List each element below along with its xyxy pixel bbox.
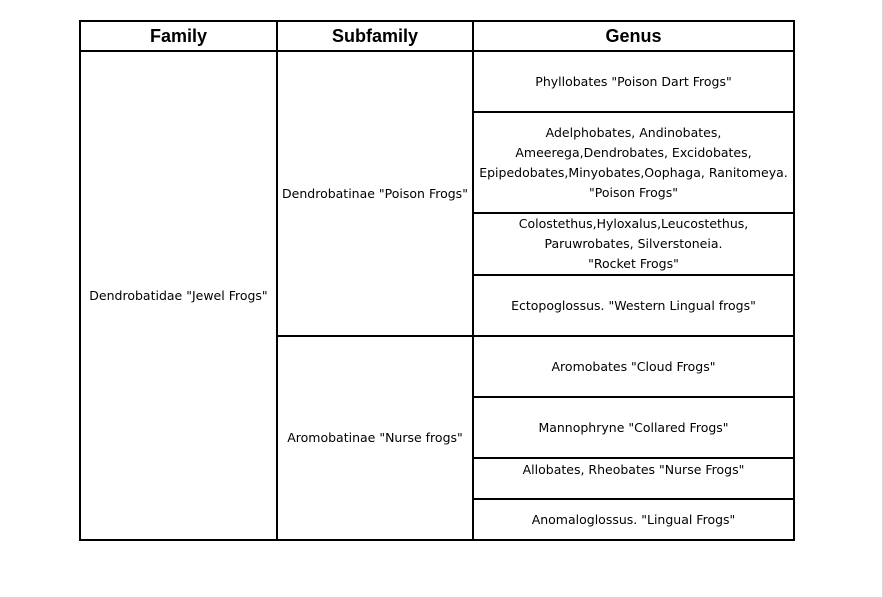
genus-line: Mannophryne "Collared Frogs" <box>538 419 729 435</box>
genus-cell <box>473 458 794 499</box>
genus-cell <box>473 213 794 275</box>
genus-line: Epipedobates,Minyobates,Oophaga, Ranitomeya. <box>479 164 788 180</box>
genus-line: Phyllobates "Poison Dart Frogs" <box>535 73 732 89</box>
genus-line: Anomaloglossus. "Lingual Frogs" <box>531 511 736 527</box>
genus-cell <box>473 275 794 336</box>
genus-cell <box>473 112 794 213</box>
frog-taxonomy-table <box>79 20 795 541</box>
genus-cell <box>473 499 794 540</box>
subfamily-cell-aromobatinae: Aromobatinae "Nurse frogs" <box>277 336 473 540</box>
genus-cell <box>473 51 794 112</box>
genus-header: Genus <box>473 21 794 51</box>
subfamily-cell-dendrobatinae: Dendrobatinae "Poison Frogs" <box>277 51 473 336</box>
genus-line: Colostethus,Hyloxalus,Leucostethus, <box>518 216 749 231</box>
genus-line: Allobates, Rheobates "Nurse Frogs" <box>522 462 745 477</box>
genus-cell <box>473 397 794 458</box>
genus-line: Ectopoglossus. "Western Lingual frogs" <box>511 297 756 313</box>
family-header: Family <box>80 21 277 51</box>
genus-line: Adelphobates, Andinobates, <box>545 124 722 140</box>
genus-line: "Rocket Frogs" <box>588 256 679 271</box>
genus-line: Aromobates "Cloud Frogs" <box>551 358 716 374</box>
genus-line: "Poison Frogs" <box>588 184 678 200</box>
genus-line: Ameerega,Dendrobates, Excidobates, <box>515 144 752 160</box>
genus-line: Paruwrobates, Silverstoneia. <box>544 236 723 251</box>
subfamily-header: Subfamily <box>277 21 473 51</box>
table-row <box>80 51 794 112</box>
genus-cell <box>473 336 794 397</box>
header-row <box>80 21 794 51</box>
family-cell: Dendrobatidae "Jewel Frogs" <box>80 51 277 540</box>
